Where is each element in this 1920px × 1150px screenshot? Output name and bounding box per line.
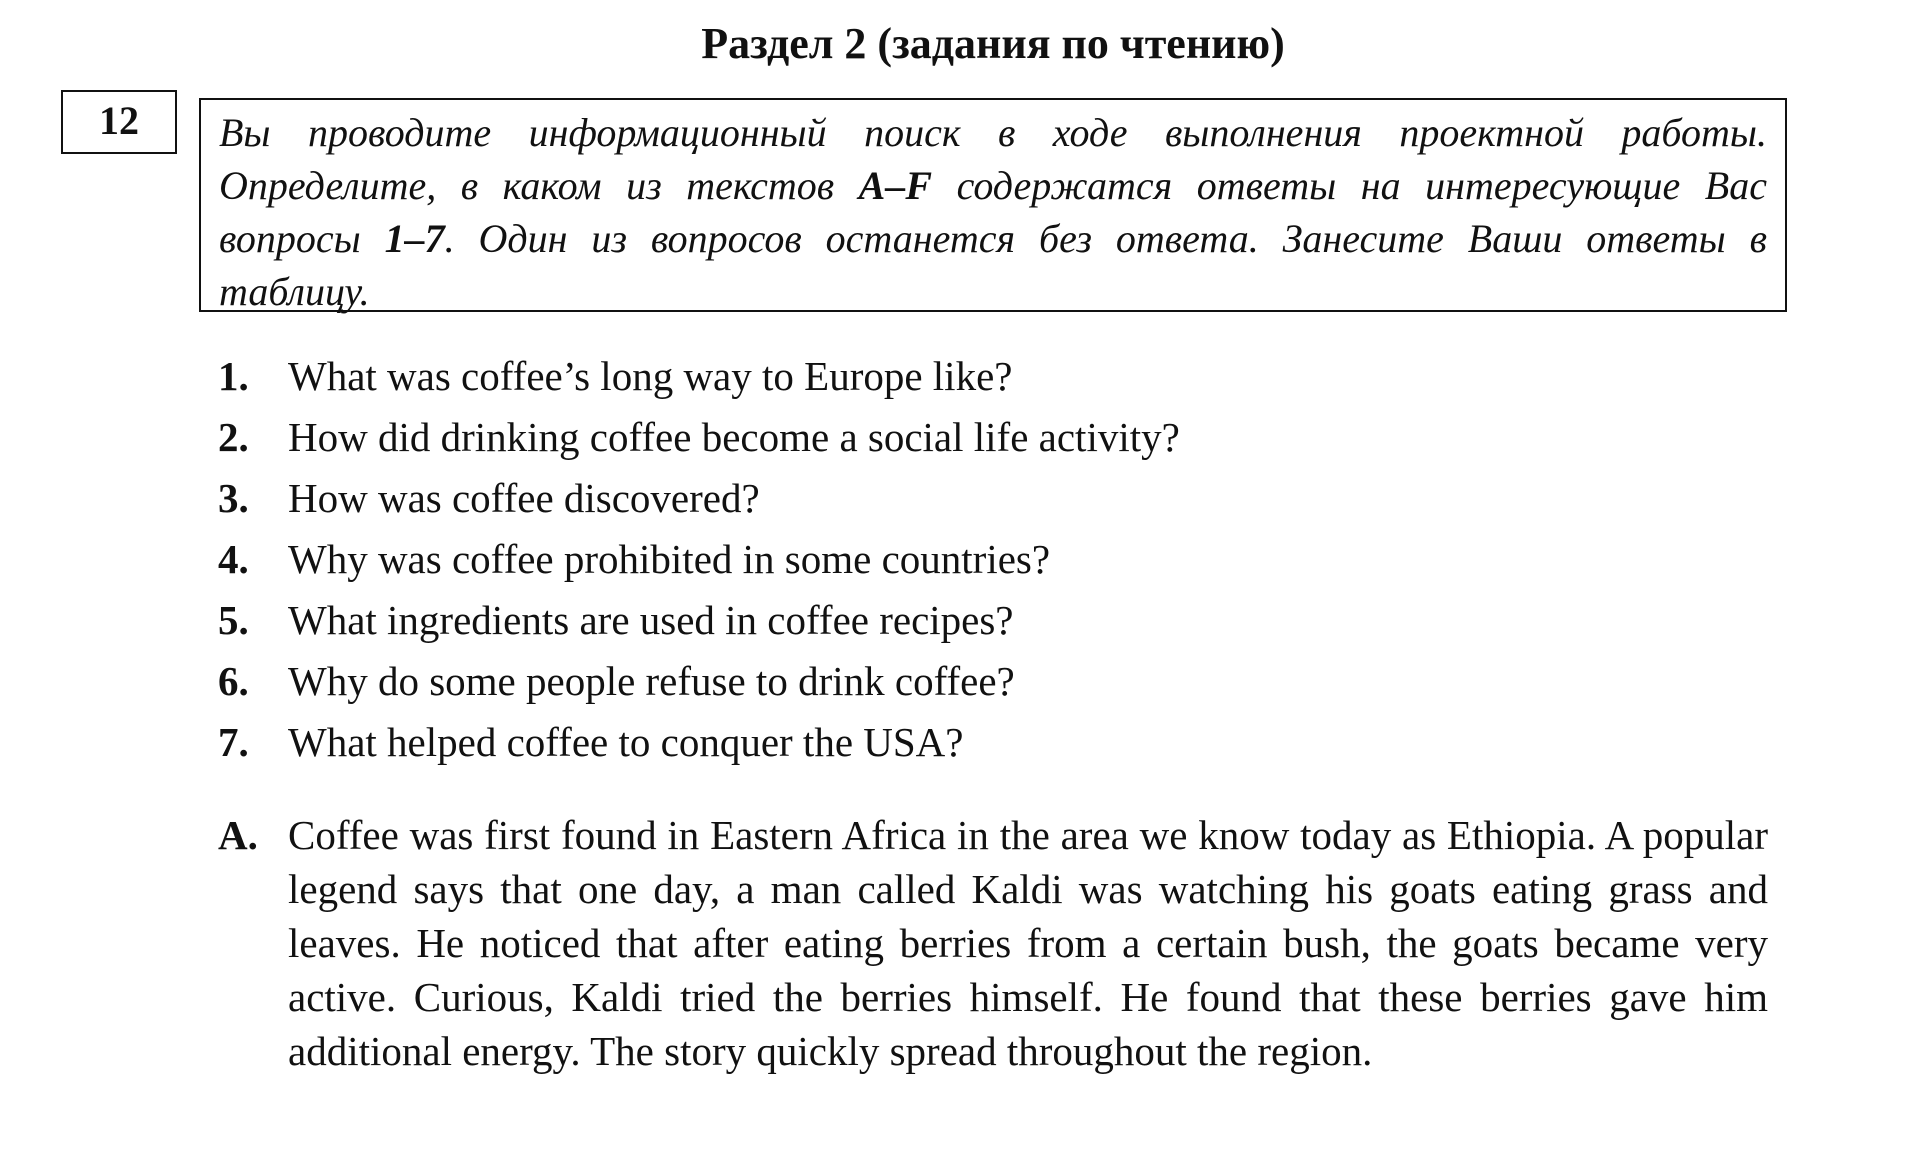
question-text: What ingredients are used in coffee recipes?	[288, 597, 1014, 643]
question-item	[218, 407, 1778, 468]
question-item	[218, 590, 1778, 651]
instruction-text-part1: Вы проводите информационный поиск в ходе выполнения проектной работы. Определите, в каком из текстов	[219, 110, 1767, 208]
question-text: How was coffee discovered?	[288, 475, 760, 521]
question-text: What helped coffee to conquer the USA?	[288, 719, 964, 765]
question-number: 5.	[218, 597, 249, 643]
question-number: 4.	[218, 536, 249, 582]
question-number: 2.	[218, 414, 249, 460]
question-text: How did drinking coffee become a social life activity?	[288, 414, 1180, 460]
question-item	[218, 468, 1778, 529]
instruction-text-range: A–F	[858, 163, 933, 208]
question-text: Why do some people refuse to drink coffee?	[288, 658, 1015, 704]
task-number-box: 12	[61, 90, 177, 154]
section-title: Раздел 2 (задания по чтению)	[701, 19, 1285, 68]
question-number: 7.	[218, 719, 249, 765]
instruction-question-range: 1–7	[384, 216, 445, 261]
passage-a	[218, 808, 1768, 1078]
question-number: 3.	[218, 475, 249, 521]
question-item	[218, 529, 1778, 590]
question-text: Why was coffee prohibited in some countries?	[288, 536, 1051, 582]
questions-list	[218, 346, 1778, 773]
instruction-text-part3: . Один из вопросов останется без ответа. Занесите Ваши ответы в таблицу.	[219, 216, 1767, 314]
passage-text: Coffee was first found in Eastern Africa in the area we know today as Ethiopia. A popular legend says that one day, a man called Kaldi was watching his goats eating grass and leaves. He noticed that after eating berries from a certain bush, the goats became very active. Curious, Kaldi tried the berries himself. He found that these berries gave him additional energy. The story quickly spread throughout the region.	[288, 812, 1768, 1074]
question-text: What was coffee’s long way to Europe like?	[288, 353, 1013, 399]
passage-letter: A.	[218, 812, 258, 858]
instruction-text-part2: содержатся ответы на интересующие Вас вопросы	[219, 163, 1767, 261]
question-item	[218, 651, 1778, 712]
question-item	[218, 712, 1778, 773]
task-instruction	[199, 98, 1787, 312]
question-number: 1.	[218, 353, 249, 399]
question-item	[218, 346, 1778, 407]
question-number: 6.	[218, 658, 249, 704]
